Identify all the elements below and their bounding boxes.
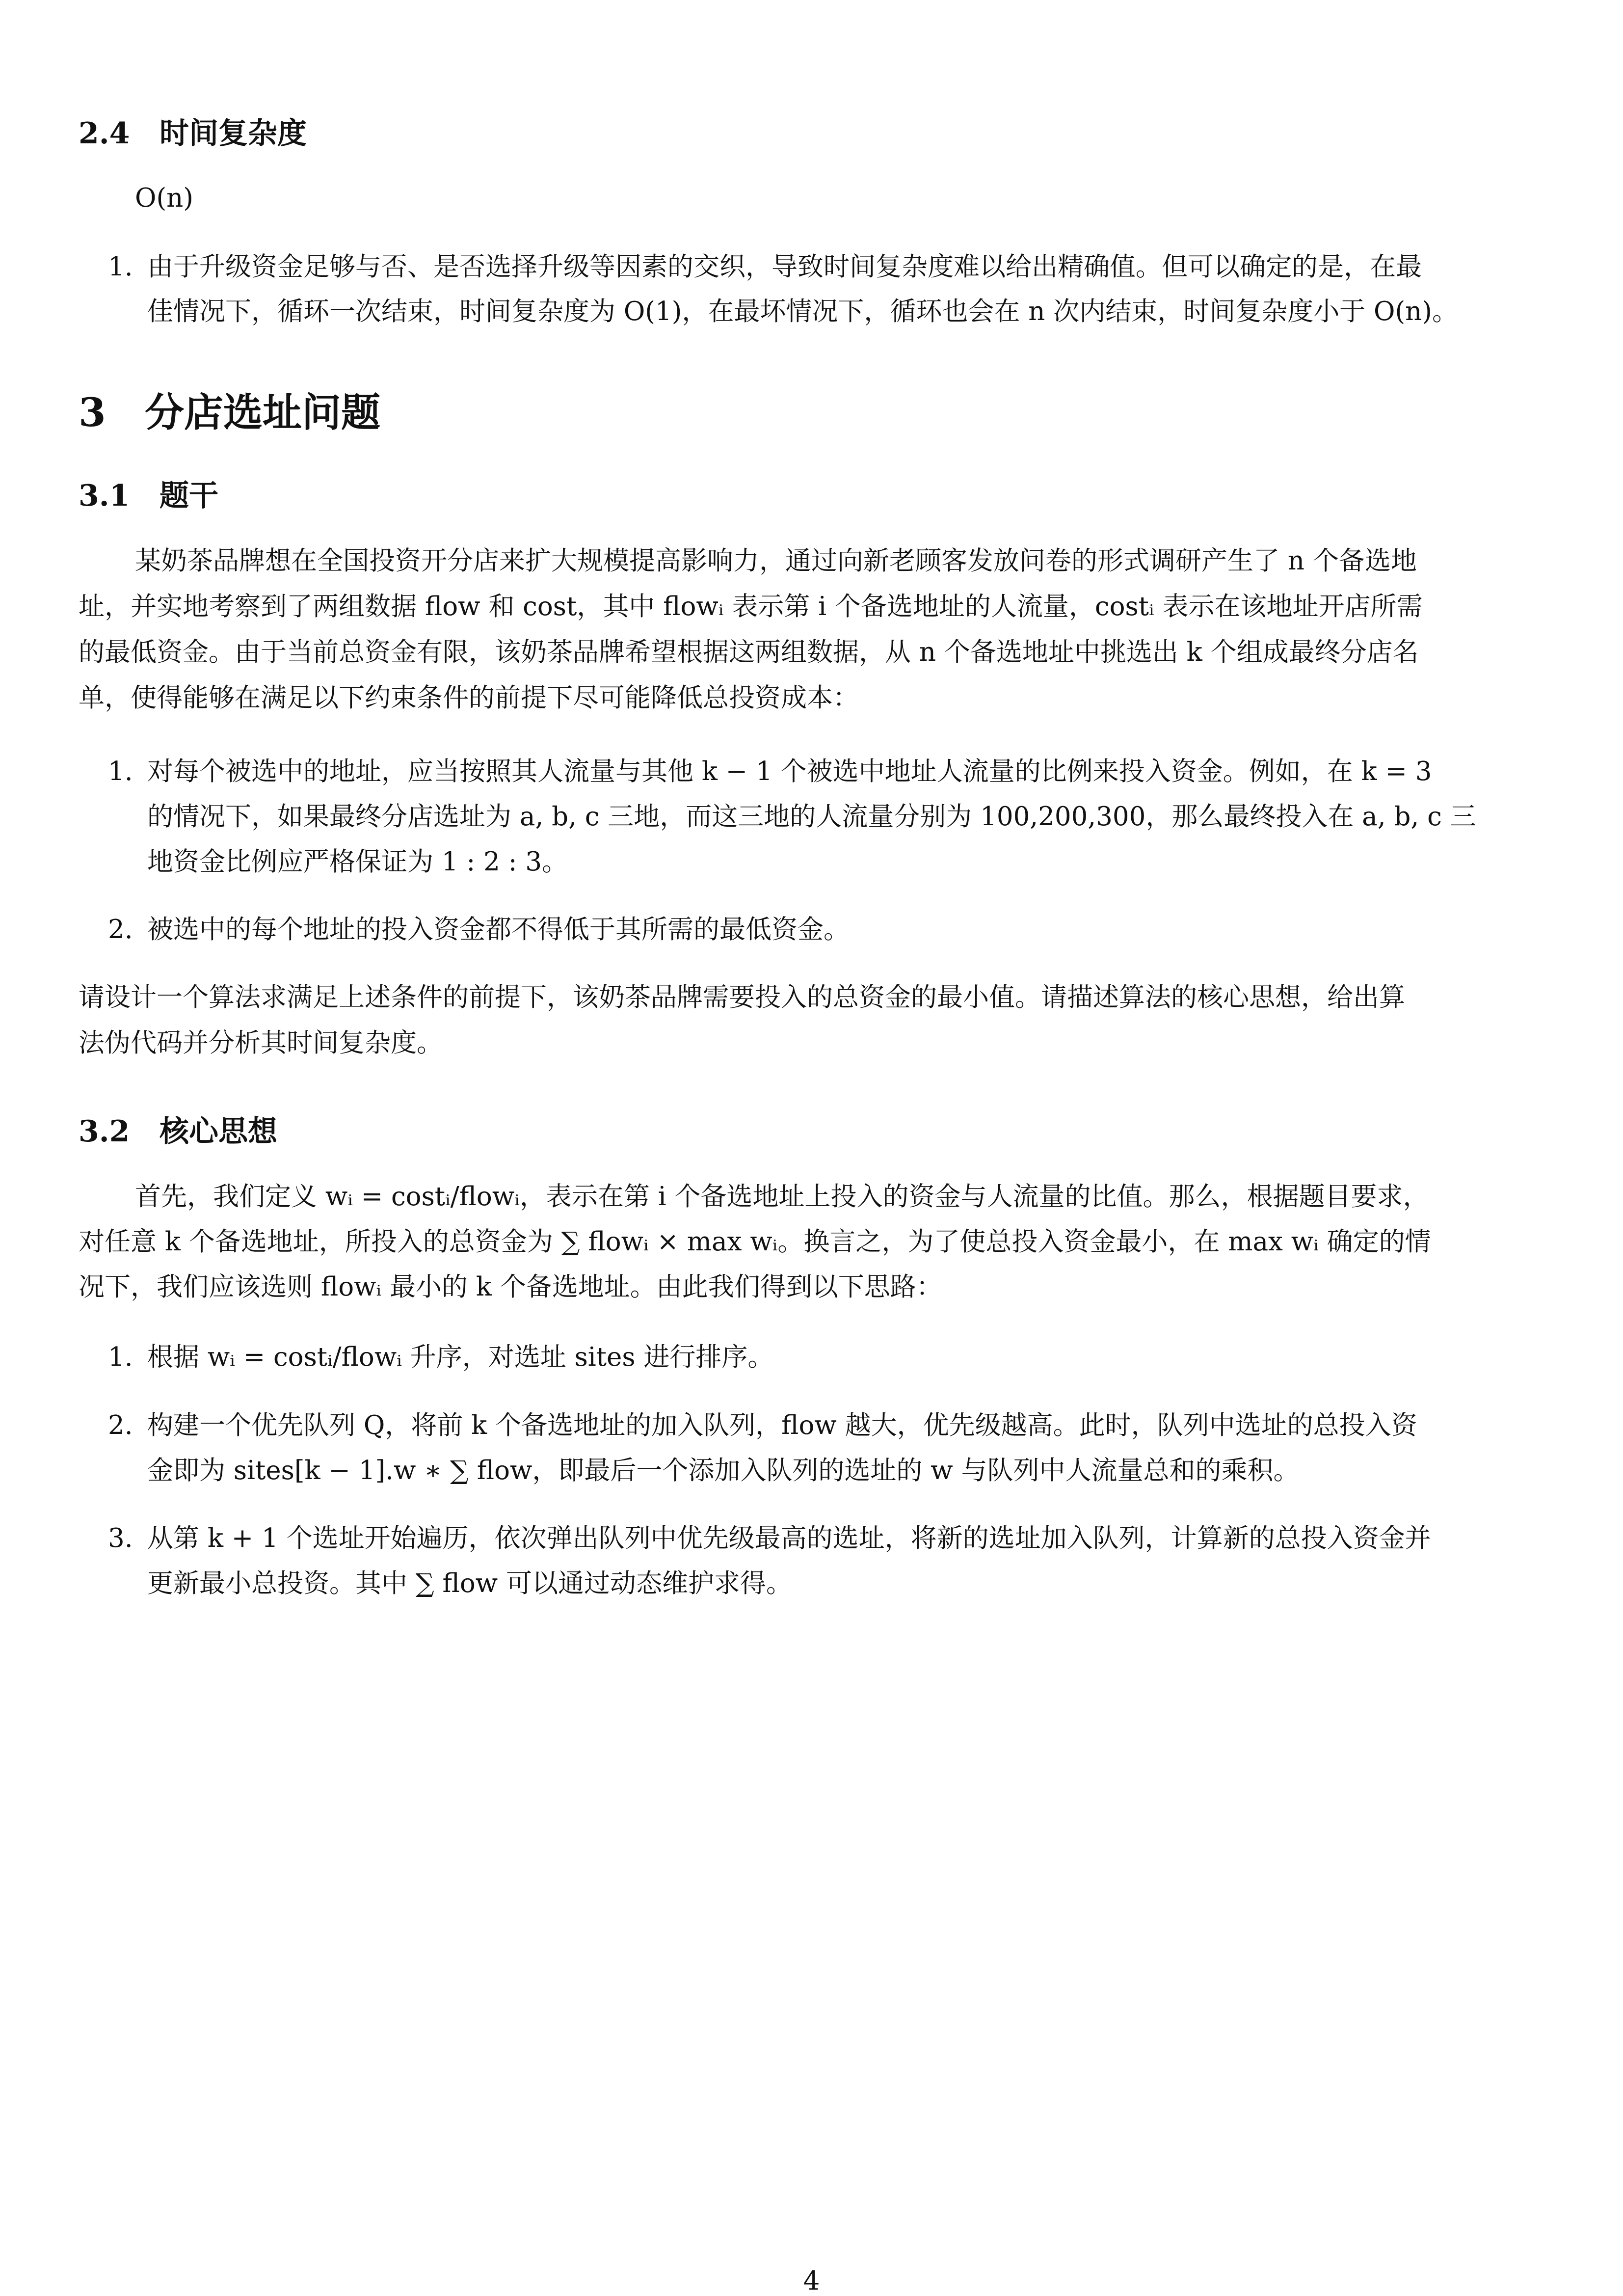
heading-title: 题干 [160, 479, 218, 513]
list-item-line: 对每个被选中的地址，应当按照其人流量与其他 k − 1 个被选中地址人流量的比例来投入资金。例如，在 k = 3 [147, 756, 1432, 786]
list-label: 1. [108, 756, 133, 786]
list-label: 2. [108, 1410, 133, 1440]
heading-2-4 [79, 114, 307, 153]
list-label: 2. [108, 915, 133, 945]
list-label: 1. [108, 1342, 133, 1372]
heading-3 [79, 388, 380, 437]
heading-title: 时间复杂度 [160, 116, 307, 151]
heading-title: 分店选址问题 [145, 389, 380, 435]
page-number: 4 [803, 2266, 820, 2296]
list-item-line: 地资金比例应严格保证为 1 : 2 : 3。 [147, 847, 568, 877]
paragraph-line: 址，并实地考察到了两组数据 flow 和 cost，其中 flowᵢ 表示第 i 个备选地址的人流量，costᵢ 表示在该地址开店所需 [79, 592, 1423, 621]
page-footer [0, 2266, 1623, 2296]
heading-number: 3.1 [79, 479, 130, 513]
paragraph-line: 法伪代码并分析其时间复杂度。 [79, 1028, 443, 1058]
heading-number: 3.2 [79, 1114, 130, 1149]
list-item-line: 从第 k + 1 个选址开始遍历，依次弹出队列中优先级最高的选址，将新的选址加入队列，计算新的总投入资金并 [147, 1523, 1431, 1553]
heading-title: 核心思想 [160, 1114, 277, 1149]
list-item-line: 构建一个优先队列 Q，将前 k 个备选地址的加入队列，flow 越大，优先级越高。此时，队列中选址的总投入资 [147, 1410, 1417, 1440]
paragraph-line: 单，使得能够在满足以下约束条件的前提下尽可能降低总投资成本： [79, 683, 859, 713]
paragraph-line: 请设计一个算法求满足上述条件的前提下，该奶茶品牌需要投入的总资金的最小值。请描述算法的核心思想，给出算 [79, 982, 1405, 1012]
paragraph-line: 对任意 k 个备选地址，所投入的总资金为 ∑ flowᵢ × max wᵢ。换言之，为了使总投入资金最小，在 max wᵢ 确定的情 [79, 1227, 1431, 1257]
list-item-line: 的情况下，如果最终分店选址为 a, b, c 三地，而这三地的人流量分别为 100,200,300，那么最终投入在 a, b, c 三 [147, 802, 1476, 832]
list-item-line: 根据 wᵢ = costᵢ/flowᵢ 升序，对选址 sites 进行排序。 [147, 1342, 774, 1372]
paragraph-line: 某奶茶品牌想在全国投资开分店来扩大规模提高影响力，通过向新老顾客发放问卷的形式调研产生了 n 个备选地 [135, 546, 1417, 576]
list-label: 3. [108, 1523, 133, 1553]
complexity-value: O(n) [135, 183, 193, 213]
heading-3-1 [79, 476, 218, 515]
heading-number: 3 [79, 389, 106, 435]
list-label: 1. [108, 252, 133, 282]
list-item-line: 由于升级资金足够与否、是否选择升级等因素的交织，导致时间复杂度难以给出精确值。但可以确定的是，在最 [147, 252, 1422, 282]
paragraph-line: 况下，我们应该选则 flowᵢ 最小的 k 个备选地址。由此我们得到以下思路： [79, 1272, 942, 1302]
list-item-line: 佳情况下，循环一次结束，时间复杂度为 O(1)，在最坏情况下，循环也会在 n 次内结束，时间复杂度小于 O(n)。 [147, 297, 1458, 326]
list-item-line: 被选中的每个地址的投入资金都不得低于其所需的最低资金。 [147, 915, 850, 945]
heading-3-2 [79, 1112, 277, 1151]
list-item-line: 金即为 sites[k − 1].w ∗ ∑ flow，即最后一个添加入队列的选址的 w 与队列中人流量总和的乘积。 [147, 1456, 1300, 1486]
paragraph-line: 首先，我们定义 wᵢ = costᵢ/flowᵢ，表示在第 i 个备选地址上投入的资金与人流量的比值。那么，根据题目要求， [135, 1182, 1429, 1212]
heading-number: 2.4 [79, 116, 130, 151]
list-item-line: 更新最小总投资。其中 ∑ flow 可以通过动态维护求得。 [147, 1568, 793, 1598]
paragraph-line: 的最低资金。由于当前总资金有限，该奶茶品牌希望根据这两组数据，从 n 个备选地址中挑选出 k 个组成最终分店名 [79, 637, 1419, 667]
